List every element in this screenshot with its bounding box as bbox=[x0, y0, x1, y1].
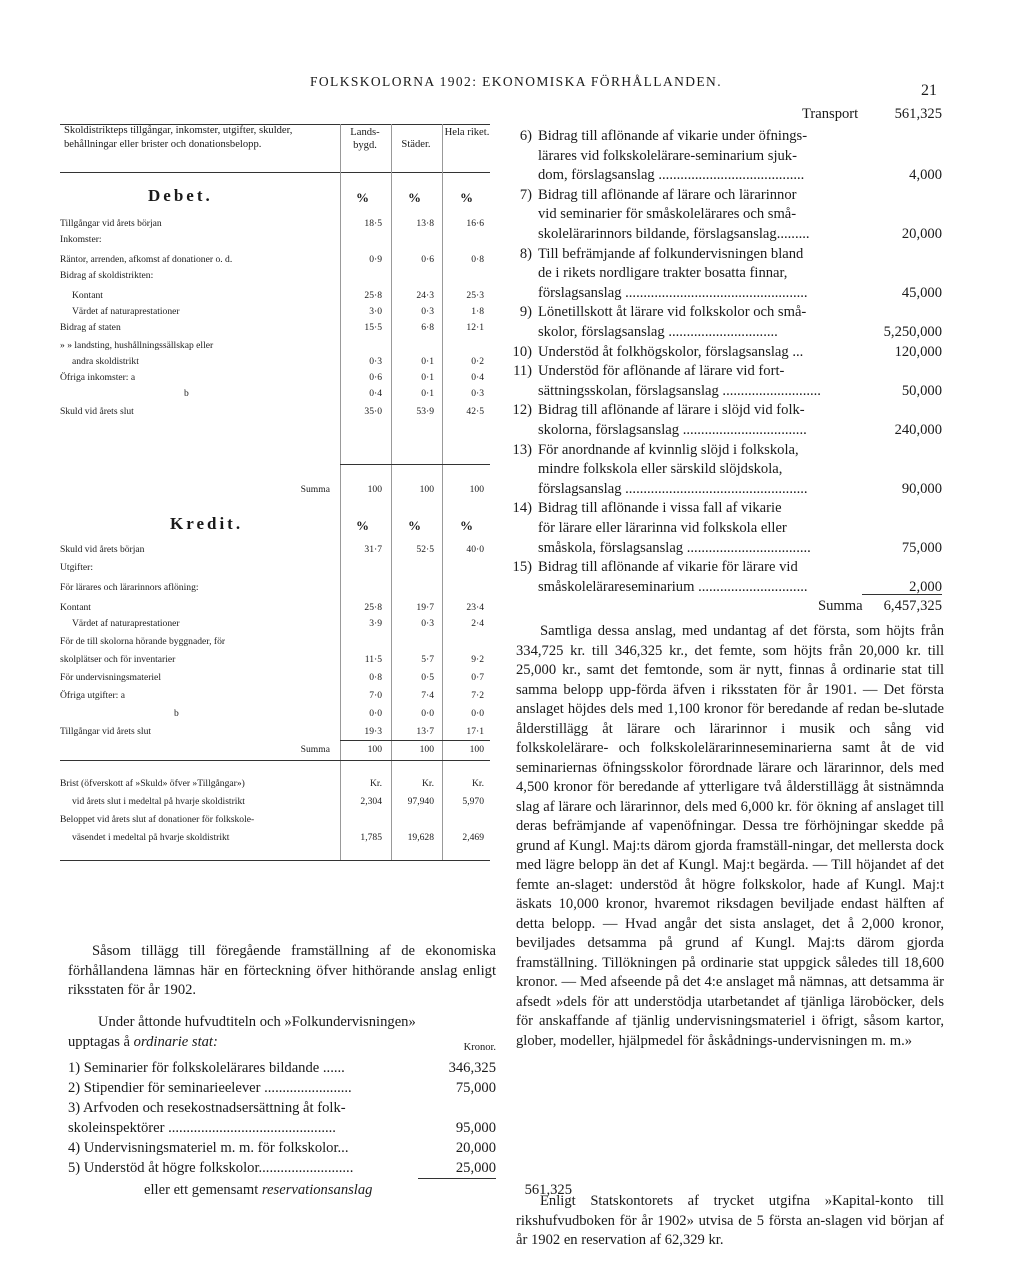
anslag-number: 14) bbox=[512, 500, 532, 517]
row-value: 12·1 bbox=[466, 322, 484, 333]
under-line-2-b: ordinarie stat: bbox=[133, 1034, 218, 1050]
row-label: Inkomster: bbox=[60, 234, 102, 245]
row-value: 0·3 bbox=[471, 388, 484, 399]
anslag-line bbox=[512, 498, 942, 518]
row-value: 7·4 bbox=[421, 690, 434, 701]
anslag-text: småskolelärareseminarium .............................. bbox=[538, 578, 808, 595]
pct-1: % bbox=[356, 190, 369, 205]
pct-3: % bbox=[460, 190, 473, 205]
kr-unit: Kr. bbox=[422, 778, 434, 789]
table-row bbox=[60, 580, 490, 596]
row-value: 52·5 bbox=[416, 544, 434, 555]
table-row bbox=[60, 288, 490, 304]
row-value: 2,469 bbox=[462, 832, 484, 843]
anslag-text: förslagsanslag .................................................. bbox=[538, 480, 808, 497]
row-label: andra skoldistrikt bbox=[72, 356, 139, 367]
row-label: Öfriga utgifter: a bbox=[60, 690, 125, 701]
transport-label: Transport bbox=[802, 106, 859, 122]
anslag-number: 7) bbox=[519, 186, 532, 203]
anslag-text: Bidrag till aflönande af lärare och lärarinnor bbox=[538, 186, 797, 203]
anslag-amount: 20,000 bbox=[901, 226, 942, 242]
list-item bbox=[68, 1158, 496, 1178]
item-text: 2) Stipendier för seminarieelever ........................ bbox=[68, 1080, 352, 1096]
row-value: 0·4 bbox=[471, 372, 484, 383]
row-value: 7·0 bbox=[369, 690, 382, 701]
table-row bbox=[60, 560, 490, 576]
summa-rule bbox=[340, 464, 490, 465]
row-label: Kontant bbox=[72, 290, 103, 301]
summa-value: 100 bbox=[469, 484, 484, 495]
row-value: 13·8 bbox=[416, 218, 434, 229]
anslag-amount: 75,000 bbox=[901, 539, 942, 556]
row-value: 2·4 bbox=[471, 618, 484, 629]
right-summa-rule bbox=[862, 594, 942, 595]
row-value: 19·7 bbox=[416, 602, 434, 613]
anslag-amount: 90,000 bbox=[901, 480, 942, 497]
row-value: 0·1 bbox=[421, 372, 434, 383]
summa2-value: 100 bbox=[419, 744, 434, 755]
table-header bbox=[60, 124, 490, 168]
row-label: » » landsting, hushållningssällskap eller bbox=[60, 340, 214, 351]
anslag-text: mindre folkskola eller särskild slöjdskola, bbox=[538, 461, 783, 478]
list-item bbox=[68, 1078, 496, 1098]
row-label: vid årets slut i medeltal på hvarje skoldistrikt bbox=[72, 796, 245, 807]
item-amount: 95,000 bbox=[455, 1120, 496, 1136]
row-value: 97,940 bbox=[407, 796, 434, 807]
anslag-line bbox=[512, 244, 942, 264]
anslag-amount: 5,250,000 bbox=[883, 324, 942, 340]
right-summa-amount: 6,457,325 bbox=[883, 598, 942, 614]
anslag-number: 13) bbox=[512, 441, 532, 458]
row-value: 1·8 bbox=[471, 306, 484, 317]
kr-unit: Kr. bbox=[370, 778, 382, 789]
row-value: 0·7 bbox=[471, 672, 484, 683]
anslag-number: 10) bbox=[512, 343, 532, 360]
eller-line bbox=[68, 1180, 572, 1200]
table-header-rule bbox=[60, 172, 490, 173]
row-label: Bidrag af staten bbox=[60, 322, 121, 333]
row-value: 24·3 bbox=[416, 290, 434, 301]
list-item bbox=[68, 1098, 496, 1118]
pct-5: % bbox=[408, 518, 421, 533]
row-value: 13·7 bbox=[416, 726, 434, 737]
anslag-line bbox=[512, 518, 942, 538]
row-value: 0·6 bbox=[421, 254, 434, 265]
anslag-line bbox=[512, 459, 942, 479]
table-row bbox=[60, 370, 490, 386]
item-text: 3) Arfvoden och resekostnadsersättning åt folk- bbox=[68, 1100, 346, 1116]
item-text: 1) Seminarier för folkskolelärares bildande ...... bbox=[68, 1060, 345, 1076]
anslag-text: de i rikets nordligare trakter bosatta finnar, bbox=[538, 265, 788, 282]
row-value: 0·0 bbox=[421, 708, 434, 719]
table-row bbox=[60, 404, 490, 420]
anslag-line bbox=[512, 361, 942, 381]
table-row bbox=[60, 542, 490, 558]
table-row bbox=[60, 616, 490, 632]
anslag-line bbox=[512, 302, 942, 322]
right-summa-line bbox=[512, 596, 942, 616]
table-row bbox=[60, 670, 490, 686]
row-value: 35·0 bbox=[364, 406, 382, 417]
table-row bbox=[60, 354, 490, 370]
anslag-text: förslagsanslag .................................................. bbox=[538, 284, 808, 301]
summa2-rule bbox=[340, 740, 490, 741]
anslag-text: Till befrämjande af folkundervisningen bland bbox=[538, 245, 804, 262]
row-value: 9·2 bbox=[471, 654, 484, 665]
table-row bbox=[60, 652, 490, 668]
under-line-1: Under åttonde hufvudtiteln och »Folkundervisningen» bbox=[98, 1014, 416, 1030]
anslag-text: Bidrag till aflönande af lärare i slöjd vid folk- bbox=[538, 402, 805, 419]
row-label: b bbox=[184, 388, 189, 399]
left-paragraph: Såsom tillägg till föregående framställning af de ekonomiska förhållandena lämnas här en förteckning öfver hithörande anslag enligt riksstaten för år 1902. bbox=[68, 943, 496, 998]
item-text: 5) Understöd åt högre folkskolor.......................... bbox=[68, 1160, 354, 1176]
item-amount: 25,000 bbox=[455, 1160, 496, 1176]
row-label: Skuld vid årets slut bbox=[60, 406, 134, 417]
row-label: b bbox=[174, 708, 179, 719]
row-value: 6·8 bbox=[421, 322, 434, 333]
summa2-row bbox=[60, 742, 490, 758]
kredit-title: Kredit. bbox=[170, 514, 244, 533]
row-label: Öfriga inkomster: a bbox=[60, 372, 136, 383]
page-number: 21 bbox=[921, 82, 937, 99]
row-value: 25·8 bbox=[364, 290, 382, 301]
eller-text: eller ett gemensamt bbox=[144, 1182, 262, 1198]
right-paragraph-1: Samtliga dessa anslag, med undantag af det första, som höjts från 334,725 kr. till 346,325 kr., det femte, som höjts från 20,000 kr. till 25,000 kr., samt det femtonde, som är nytt, finnas å ordinarie stat till samma belopp upp-förda äfven i riksstaten för år 1901. — Det första anslaget höjdes dels med 1,100 kronor för beredande af redan be-slutade ålderstillägg åt lärare och lärarinnor i musik och sång vid folkskolelärare- och folkskolelärarinneseminarierna samt åt de vid seminariernas öfningsskolor förordnade lärare och lärarinnor, dels med 4,500 kronor för beredande af ytterligare två ålderstillägg åt sistnämnda slag af lärare och lärarinnor, dels med 6,000 kr. för ökning af anslaget till deras befrämjande af vapenöfningar. Dessa tre förhöjningar skedde på grund af Kungl. Maj:ts därom gjorda framställ-ningar, det mellersta dock med lägre belopp än det af Kungl. Maj:t begärda. — Till höjandet af det femte an-slaget: understöd åt högre folkskolor, hade af Kungl. Maj:t äskats 10,000 kronor, hvaremot riksdagen beviljade endast hälften af detta belopp. — Hvad angår det sista anslaget, det å 2,000 kronor, beviljades detsamma på grund af Kungl. Maj:ts därom gjorda framställning. Tillökningen på ordinarie stat uppgick således till 18,600 kronor. — Med afseende på det 4:e anslaget må nämnas, att detsamma är afsedt »dels för att understödja utarbetandet af tjänliga läroböcker, dels för anskaffande af tjänlig undervisningsmateriel i öfrigt, såsom kartor, glober, modeller, hjälpmedel för åskådnings-undervisningen m. m.» bbox=[516, 623, 944, 1049]
table-row bbox=[60, 794, 490, 810]
anslag-text: Lönetillskott åt lärare vid folkskolor och små- bbox=[538, 304, 807, 321]
row-label: Utgifter: bbox=[60, 562, 94, 573]
anslag-line bbox=[512, 342, 942, 362]
table-row bbox=[60, 600, 490, 616]
item-amount: 20,000 bbox=[455, 1140, 496, 1156]
kronor-label: Kronor. bbox=[463, 1042, 496, 1053]
table-row bbox=[60, 812, 490, 828]
anslag-text: lärares vid folkskolelärare-seminarium sjuk- bbox=[538, 147, 797, 164]
anslag-number: 11) bbox=[513, 363, 532, 380]
row-value: 0·0 bbox=[369, 708, 382, 719]
anslag-amount: 240,000 bbox=[894, 422, 942, 438]
row-value: 3·9 bbox=[369, 618, 382, 629]
anslag-text: för lärare eller lärarinna vid folkskola eller bbox=[538, 520, 787, 536]
row-value: 19·3 bbox=[364, 726, 382, 737]
eller-italic: reservationsanslag bbox=[261, 1182, 373, 1198]
anslag-text: skolelärarinnors bildande, förslagsanslag......... bbox=[538, 226, 810, 242]
anslag-text: dom, förslagsanslag ........................................ bbox=[538, 167, 805, 184]
row-value: 0·3 bbox=[369, 356, 382, 367]
under-line-2 bbox=[68, 1032, 496, 1052]
anslag-line bbox=[512, 322, 942, 342]
brist-row bbox=[60, 776, 490, 792]
total-rule bbox=[418, 1178, 496, 1179]
anslag-line bbox=[512, 204, 942, 224]
table-row bbox=[60, 724, 490, 740]
transport-amount: 561,325 bbox=[894, 106, 942, 122]
row-value: 11·5 bbox=[364, 654, 382, 665]
pct-2: % bbox=[408, 190, 421, 205]
col-header-stader: Städer. bbox=[401, 139, 431, 150]
anslag-text: Understöd åt folkhögskolor, förslagsanslag ... bbox=[538, 343, 804, 360]
anslag-number: 8) bbox=[519, 245, 532, 262]
row-value: 2,304 bbox=[360, 796, 382, 807]
row-value: 42·5 bbox=[466, 406, 484, 417]
row-value: 25·8 bbox=[364, 602, 382, 613]
item-text: skoleinspektörer .............................................. bbox=[68, 1120, 336, 1136]
table-heading-desc: Skoldistrikteps tillgångar, inkomster, utgifter, skulder, behållningar eller brister och donationsbelopp. bbox=[64, 125, 293, 150]
col-header-landsbygd: Lands-bygd. bbox=[350, 127, 380, 151]
anslag-amount: 45,000 bbox=[901, 284, 942, 301]
summa-label: Summa bbox=[300, 484, 330, 495]
summa2-label: Summa bbox=[300, 744, 330, 755]
table-row bbox=[60, 688, 490, 704]
row-value: 0·1 bbox=[421, 388, 434, 399]
row-value: 19,628 bbox=[407, 832, 434, 843]
row-value: 7·2 bbox=[471, 690, 484, 701]
table-row bbox=[60, 386, 490, 402]
row-value: 0·6 bbox=[369, 372, 382, 383]
anslag-amount: 2,000 bbox=[909, 578, 942, 595]
anslag-text: Understöd för aflönande af lärare vid fort- bbox=[538, 363, 785, 380]
item-amount: 75,000 bbox=[455, 1080, 496, 1096]
anslag-number: 12) bbox=[512, 402, 532, 419]
anslag-number: 15) bbox=[512, 559, 532, 576]
anslag-line bbox=[512, 420, 942, 440]
table-bottom-rule bbox=[60, 860, 490, 861]
pct-4: % bbox=[356, 518, 369, 533]
transport-line bbox=[512, 104, 942, 124]
anslag-text: Bidrag till aflönande af vikarie under öfnings- bbox=[538, 128, 808, 144]
anslag-text: För anordnande af kvinnlig slöjd i folkskola, bbox=[538, 441, 799, 458]
row-value: 25·3 bbox=[466, 290, 484, 301]
row-value: 0·1 bbox=[421, 356, 434, 367]
row-value: 23·4 bbox=[466, 602, 484, 613]
row-value: 1,785 bbox=[360, 832, 382, 843]
eller-amount: 561,325 bbox=[524, 1182, 572, 1198]
row-label: Tillgångar vid årets slut bbox=[60, 726, 152, 737]
anslag-line bbox=[512, 146, 942, 166]
row-label: För de till skolorna hörande byggnader, för bbox=[60, 636, 226, 647]
anslag-text: vid seminarier för småskolelärares och små- bbox=[538, 206, 797, 223]
list-item bbox=[68, 1138, 496, 1158]
anslag-amount: 4,000 bbox=[909, 167, 942, 184]
row-value: 0·4 bbox=[369, 388, 382, 399]
col-header-hela-riket: Hela riket. bbox=[444, 127, 490, 138]
brist-label: Brist (öfverskott af »Skuld» öfver »Tillgångar») bbox=[60, 778, 245, 789]
row-label: skolplätser och för inventarier bbox=[60, 654, 176, 665]
row-value: 0·0 bbox=[471, 708, 484, 719]
row-value: 31·7 bbox=[364, 544, 382, 555]
anslag-number: 9) bbox=[519, 304, 532, 321]
list-item bbox=[68, 1118, 496, 1138]
row-value: 17·1 bbox=[466, 726, 484, 737]
table-row bbox=[60, 634, 490, 650]
anslag-amount: 50,000 bbox=[901, 382, 942, 399]
row-label: För lärares och lärarinnors aflöning: bbox=[60, 582, 199, 593]
anslag-text: sättningsskolan, förslagsanslag ........................... bbox=[538, 382, 821, 399]
row-label: Beloppet vid årets slut af donationer för folkskole- bbox=[60, 814, 255, 825]
row-value: 0·9 bbox=[369, 254, 382, 265]
row-value: 3·0 bbox=[369, 306, 382, 317]
row-label: Tillgångar vid årets början bbox=[60, 218, 162, 229]
table-row bbox=[60, 232, 490, 248]
row-label: Värdet af naturaprestationer bbox=[72, 618, 180, 629]
row-value: 5,970 bbox=[462, 796, 484, 807]
table-row bbox=[60, 252, 490, 268]
row-label: Skuld vid årets början bbox=[60, 544, 145, 555]
anslag-line bbox=[512, 126, 942, 146]
table-row bbox=[60, 830, 490, 846]
table-row bbox=[60, 706, 490, 722]
summa-row bbox=[60, 482, 490, 498]
row-value: 0·3 bbox=[421, 306, 434, 317]
anslag-line bbox=[512, 283, 942, 303]
anslag-text: småskola, förslagsanslag .................................. bbox=[538, 539, 811, 556]
summa-value: 100 bbox=[419, 484, 434, 495]
anslag-amount: 120,000 bbox=[894, 343, 942, 360]
item-amount: 346,325 bbox=[448, 1060, 496, 1076]
anslag-line bbox=[512, 557, 942, 577]
list-item bbox=[68, 1058, 496, 1078]
anslag-line bbox=[512, 479, 942, 499]
row-label: Värdet af naturaprestationer bbox=[72, 306, 180, 317]
right-summa-label: Summa bbox=[818, 598, 863, 614]
row-value: 18·5 bbox=[364, 218, 382, 229]
row-label: Bidrag af skoldistrikten: bbox=[60, 270, 154, 281]
row-value: 40·0 bbox=[466, 544, 484, 555]
anslag-line bbox=[512, 400, 942, 420]
row-value: 0·3 bbox=[421, 618, 434, 629]
row-label: Kontant bbox=[60, 602, 91, 613]
anslag-line bbox=[512, 185, 942, 205]
item-text: 4) Undervisningsmateriel m. m. för folkskolor... bbox=[68, 1140, 349, 1156]
anslag-line bbox=[512, 440, 942, 460]
row-label: För undervisningsmateriel bbox=[60, 672, 161, 683]
anslag-text: Bidrag till aflönande af vikarie för lärare vid bbox=[538, 559, 798, 576]
row-value: 5·7 bbox=[421, 654, 434, 665]
brist-rule bbox=[60, 760, 490, 761]
summa2-value: 100 bbox=[469, 744, 484, 755]
summa2-value: 100 bbox=[367, 744, 382, 755]
anslag-line bbox=[512, 381, 942, 401]
anslag-text: skolorna, förslagsanslag .................................. bbox=[538, 422, 807, 438]
debet-title: Debet. bbox=[148, 186, 213, 205]
row-value: 0·5 bbox=[421, 672, 434, 683]
row-label: väsendet i medeltal på hvarje skoldistrikt bbox=[72, 832, 230, 843]
anslag-text: skolor, förslagsanslag .............................. bbox=[538, 324, 778, 340]
anslag-line bbox=[512, 224, 942, 244]
summa-value: 100 bbox=[367, 484, 382, 495]
table-row bbox=[60, 268, 490, 284]
row-value: 15·5 bbox=[364, 322, 382, 333]
row-value: 0·2 bbox=[471, 356, 484, 367]
right-paragraph-2: Enligt Statskontorets af trycket utgifna »Kapital-konto till rikshufvudboken för år 1902» utvisa de 5 första an-slagen vid början af år 1902 en reservation af 62,329 kr. bbox=[516, 1193, 944, 1248]
kr-unit: Kr. bbox=[472, 778, 484, 789]
anslag-line bbox=[512, 538, 942, 558]
anslag-line bbox=[512, 263, 942, 283]
under-line-2-a: upptagas å bbox=[68, 1034, 134, 1050]
row-label: Räntor, arrenden, afkomst af donationer o. d. bbox=[60, 254, 233, 265]
anslag-number: 6) bbox=[519, 128, 532, 144]
row-value: 16·6 bbox=[466, 218, 484, 229]
table-row bbox=[60, 338, 490, 354]
row-value: 53·9 bbox=[416, 406, 434, 417]
table-row bbox=[60, 320, 490, 336]
pct-6: % bbox=[460, 518, 473, 533]
row-value: 0·8 bbox=[369, 672, 382, 683]
anslag-line bbox=[512, 165, 942, 185]
table-row bbox=[60, 216, 490, 232]
anslag-text: Bidrag till aflönande i vissa fall af vikarie bbox=[538, 500, 782, 517]
table-row bbox=[60, 304, 490, 320]
running-head: FOLKSKOLORNA 1902: EKONOMISKA FÖRHÅLLANDEN. bbox=[310, 74, 722, 89]
row-value: 0·8 bbox=[471, 254, 484, 265]
